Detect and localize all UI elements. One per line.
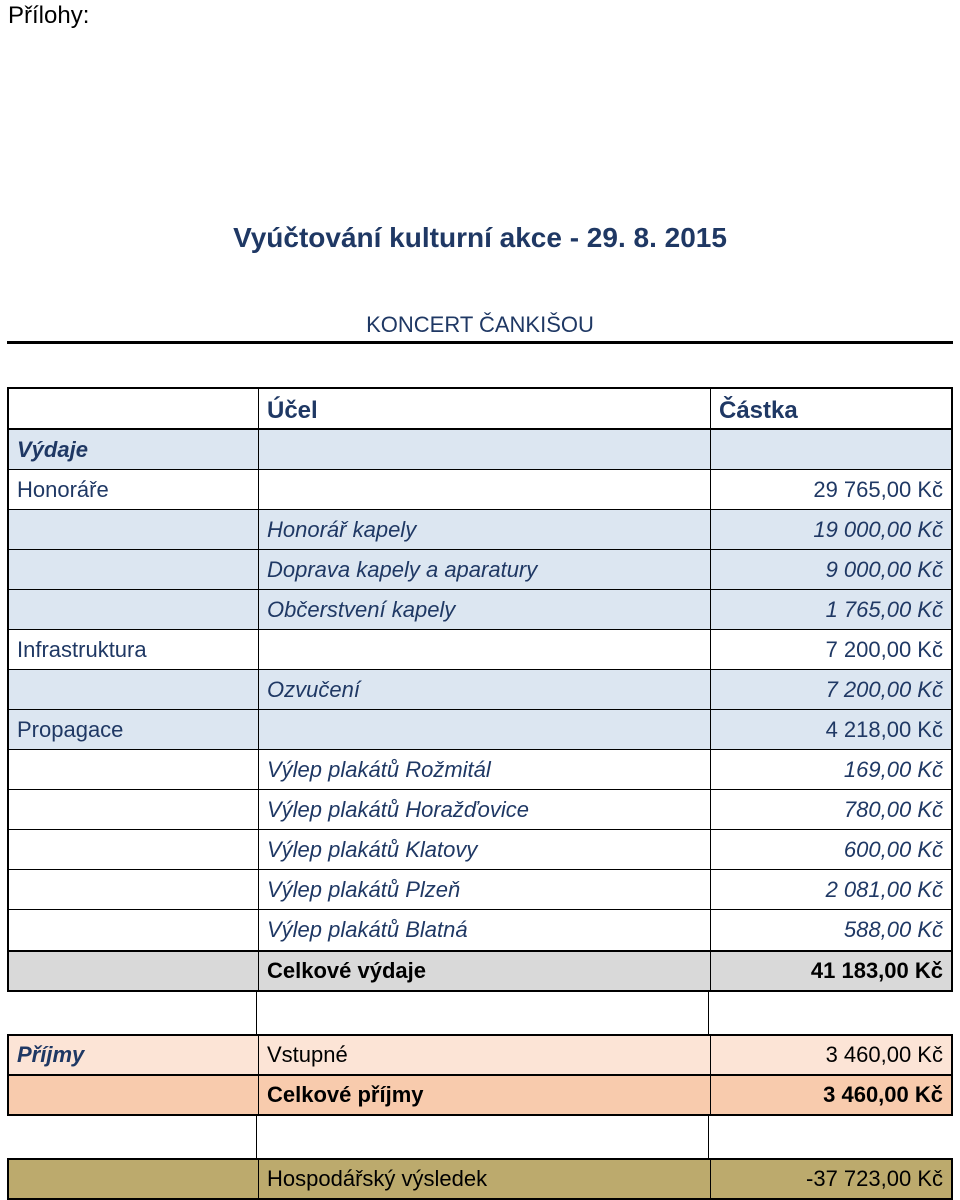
table-row [7,870,953,910]
result-amount: -37 723,00 Kč [711,1160,951,1198]
expenses-total-amount: 41 183,00 Kč [711,952,951,990]
expenses-label: Výdaje [9,430,259,469]
result-row [7,1158,953,1200]
income-item: Vstupné [259,1036,711,1074]
item-amount: 2 081,00 Kč [711,870,951,909]
divider [7,341,953,344]
table-row [7,910,953,950]
item-amount: 9 000,00 Kč [711,550,951,589]
group-name: Honoráře [9,470,259,509]
item-amount: 780,00 Kč [711,790,951,829]
table-row [7,550,953,590]
item-purpose: Výlep plakátů Rožmitál [259,750,711,789]
item-purpose: Doprava kapely a aparatury [259,550,711,589]
group-row [7,470,953,510]
group-total: 7 200,00 Kč [711,630,951,669]
item-amount: 588,00 Kč [711,910,951,950]
item-amount: 169,00 Kč [711,750,951,789]
item-purpose: Výlep plakátů Plzeň [259,870,711,909]
item-purpose: Občerstvení kapely [259,590,711,629]
col-purpose: Účel [259,389,711,428]
table-row [7,670,953,710]
item-amount: 7 200,00 Kč [711,670,951,709]
item-purpose: Honorář kapely [259,510,711,549]
item-purpose: Výlep plakátů Klatovy [259,830,711,869]
item-purpose: Ozvučení [259,670,711,709]
event-subtitle: KONCERT ČANKIŠOU [366,312,594,337]
item-purpose: Výlep plakátů Horažďovice [259,790,711,829]
group-name: Infrastruktura [9,630,259,669]
income-total-amount: 3 460,00 Kč [711,1076,951,1114]
group-row [7,710,953,750]
settlement-table [7,387,953,1200]
attachments-label: Přílohy: [8,2,90,29]
income-total-label: Celkové příjmy [259,1076,711,1114]
expenses-section-row [7,430,953,470]
expenses-total-row [7,950,953,992]
item-amount: 600,00 Kč [711,830,951,869]
item-amount: 19 000,00 Kč [711,510,951,549]
group-name: Propagace [9,710,259,749]
table-row [7,790,953,830]
result-label: Hospodářský výsledek [259,1160,711,1198]
expenses-total-label: Celkové výdaje [259,952,711,990]
income-amount: 3 460,00 Kč [711,1036,951,1074]
table-row [7,750,953,790]
group-row [7,630,953,670]
table-row [7,590,953,630]
group-total: 4 218,00 Kč [711,710,951,749]
table-row [7,510,953,550]
income-total-row [7,1074,953,1116]
income-label: Příjmy [9,1036,259,1074]
group-total: 29 765,00 Kč [711,470,951,509]
col-amount: Částka [719,396,798,424]
item-amount: 1 765,00 Kč [711,590,951,629]
income-row [7,1034,953,1074]
spacer-row [7,992,953,1034]
document-title: Vyúčtování kulturní akce - 29. 8. 2015 [233,222,727,253]
spacer-row [7,1116,953,1158]
header-empty [9,389,259,428]
table-header [7,387,953,430]
item-purpose: Výlep plakátů Blatná [259,910,711,950]
table-row [7,830,953,870]
